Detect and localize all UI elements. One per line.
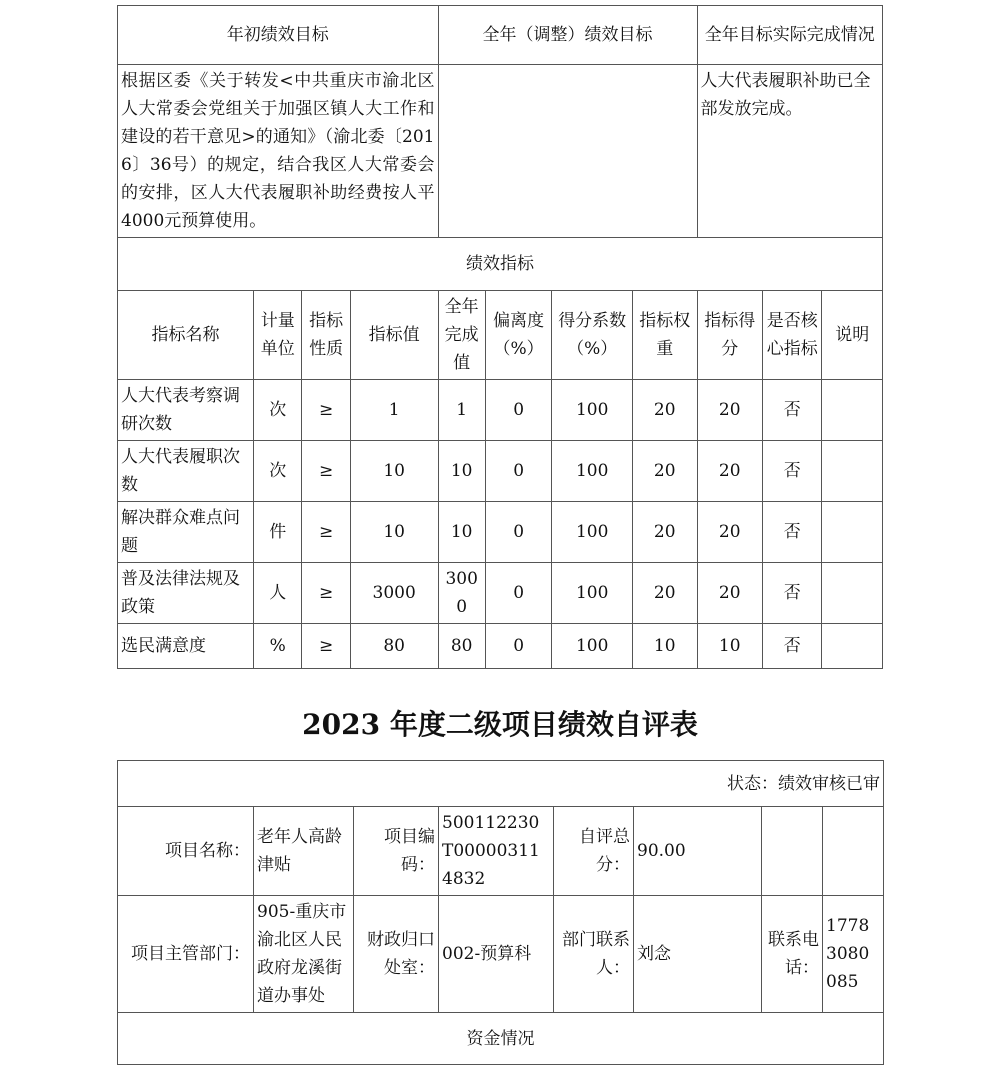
col-header-deviation: 偏离度（%） xyxy=(485,291,552,380)
table-row xyxy=(118,624,883,669)
indicator-note xyxy=(822,380,883,441)
indicator-completed: 80 xyxy=(438,624,485,669)
indicators-header-row xyxy=(118,291,883,380)
empty-cell xyxy=(762,807,823,896)
contact-value: 刘念 xyxy=(634,896,762,1013)
indicator-core: 否 xyxy=(763,380,822,441)
indicator-coefficient: 100 xyxy=(552,624,633,669)
status-row xyxy=(118,761,884,807)
indicator-coefficient: 100 xyxy=(552,502,633,563)
indicator-weight: 20 xyxy=(633,502,698,563)
indicator-deviation: 0 xyxy=(485,380,552,441)
col-header-coefficient: 得分系数（%） xyxy=(552,291,633,380)
indicator-deviation: 0 xyxy=(485,563,552,624)
adjusted-goal-text xyxy=(438,65,697,238)
col-header-completed: 全年完成值 xyxy=(438,291,485,380)
performance-table xyxy=(117,5,883,669)
indicator-note xyxy=(822,502,883,563)
indicator-value: 10 xyxy=(350,502,438,563)
indicator-value: 80 xyxy=(350,624,438,669)
indicator-value: 1 xyxy=(350,380,438,441)
col-header-weight: 指标权重 xyxy=(633,291,698,380)
table-row xyxy=(118,502,883,563)
table-row xyxy=(118,563,883,624)
department-row xyxy=(118,896,884,1013)
goals-content-row xyxy=(118,65,883,238)
adjusted-goal-header: 全年（调整）绩效目标 xyxy=(438,6,697,65)
indicator-score: 10 xyxy=(697,624,763,669)
indicator-score: 20 xyxy=(697,563,763,624)
self-score-label: 自评总分： xyxy=(554,807,634,896)
indicator-nature: ≥ xyxy=(302,380,350,441)
indicator-coefficient: 100 xyxy=(552,563,633,624)
finance-value: 002-预算科 xyxy=(439,896,554,1013)
indicator-deviation: 0 xyxy=(485,441,552,502)
indicator-value: 10 xyxy=(350,441,438,502)
indicator-deviation: 0 xyxy=(485,502,552,563)
contact-label: 部门联系人： xyxy=(554,896,634,1013)
indicators-section-row xyxy=(118,238,883,291)
project-name-row xyxy=(118,807,884,896)
indicators-section-title: 绩效指标 xyxy=(118,238,883,291)
col-header-score: 指标得分 xyxy=(697,291,763,380)
indicator-name: 普及法律法规及政策 xyxy=(118,563,254,624)
col-header-note: 说明 xyxy=(822,291,883,380)
indicator-score: 20 xyxy=(697,502,763,563)
indicator-name: 人大代表履职次数 xyxy=(118,441,254,502)
indicator-unit: 件 xyxy=(254,502,302,563)
col-header-value: 指标值 xyxy=(350,291,438,380)
indicator-core: 否 xyxy=(763,563,822,624)
dept-label: 项目主管部门： xyxy=(118,896,254,1013)
goals-header-row xyxy=(118,6,883,65)
empty-cell xyxy=(823,807,884,896)
indicator-deviation: 0 xyxy=(485,624,552,669)
indicator-core: 否 xyxy=(763,624,822,669)
col-header-unit: 计量单位 xyxy=(254,291,302,380)
document-title: 2023 年度二级项目绩效自评表 xyxy=(302,708,698,741)
indicator-score: 20 xyxy=(697,441,763,502)
project-name-value: 老年人高龄津贴 xyxy=(254,807,354,896)
dept-value: 905-重庆市渝北区人民政府龙溪街道办事处 xyxy=(254,896,354,1013)
indicator-name: 选民满意度 xyxy=(118,624,254,669)
finance-label: 财政归口处室： xyxy=(354,896,439,1013)
indicator-nature: ≥ xyxy=(302,563,350,624)
indicator-core: 否 xyxy=(763,502,822,563)
indicator-completed: 1 xyxy=(438,380,485,441)
actual-completion-text: 人大代表履职补助已全部发放完成。 xyxy=(697,65,883,238)
initial-goal-text: 根据区委《关于转发<中共重庆市渝北区人大常委会党组关于加强区镇人大工作和建设的若干意见>的通知》（渝北委〔2016〕36号）的规定，结合我区人大常委会的安排，区人大代表履职补助经费按人平4000元预算使用。 xyxy=(118,65,439,238)
table-row xyxy=(118,380,883,441)
indicator-coefficient: 100 xyxy=(552,441,633,502)
indicator-note xyxy=(822,563,883,624)
indicator-completed: 10 xyxy=(438,502,485,563)
project-info-table xyxy=(117,760,884,1065)
indicator-weight: 10 xyxy=(633,624,698,669)
indicator-coefficient: 100 xyxy=(552,380,633,441)
self-score-value: 90.00 xyxy=(634,807,762,896)
project-code-label: 项目编码： xyxy=(354,807,439,896)
indicator-weight: 20 xyxy=(633,563,698,624)
status-text: 状态：绩效审核已审 xyxy=(118,761,884,807)
project-name-label: 项目名称： xyxy=(118,807,254,896)
indicator-weight: 20 xyxy=(633,441,698,502)
funds-title: 资金情况 xyxy=(118,1013,884,1065)
indicator-unit: 次 xyxy=(254,380,302,441)
indicator-weight: 20 xyxy=(633,380,698,441)
col-header-core: 是否核心指标 xyxy=(763,291,822,380)
indicator-nature: ≥ xyxy=(302,624,350,669)
indicator-name: 人大代表考察调研次数 xyxy=(118,380,254,441)
project-code-value: 500112230T000003114832 xyxy=(439,807,554,896)
indicator-completed: 10 xyxy=(438,441,485,502)
phone-label: 联系电话： xyxy=(762,896,823,1013)
indicator-unit: 人 xyxy=(254,563,302,624)
indicator-note xyxy=(822,624,883,669)
indicator-core: 否 xyxy=(763,441,822,502)
initial-goal-header: 年初绩效目标 xyxy=(118,6,439,65)
indicator-nature: ≥ xyxy=(302,441,350,502)
indicator-nature: ≥ xyxy=(302,502,350,563)
funds-row xyxy=(118,1013,884,1065)
indicator-name: 解决群众难点问题 xyxy=(118,502,254,563)
table-row xyxy=(118,441,883,502)
indicator-score: 20 xyxy=(697,380,763,441)
actual-completion-header: 全年目标实际完成情况 xyxy=(697,6,883,65)
indicator-unit: % xyxy=(254,624,302,669)
indicator-completed: 3000 xyxy=(438,563,485,624)
col-header-name: 指标名称 xyxy=(118,291,254,380)
indicator-value: 3000 xyxy=(350,563,438,624)
indicator-note xyxy=(822,441,883,502)
col-header-nature: 指标性质 xyxy=(302,291,350,380)
phone-value: 17783080085 xyxy=(823,896,884,1013)
indicator-unit: 次 xyxy=(254,441,302,502)
